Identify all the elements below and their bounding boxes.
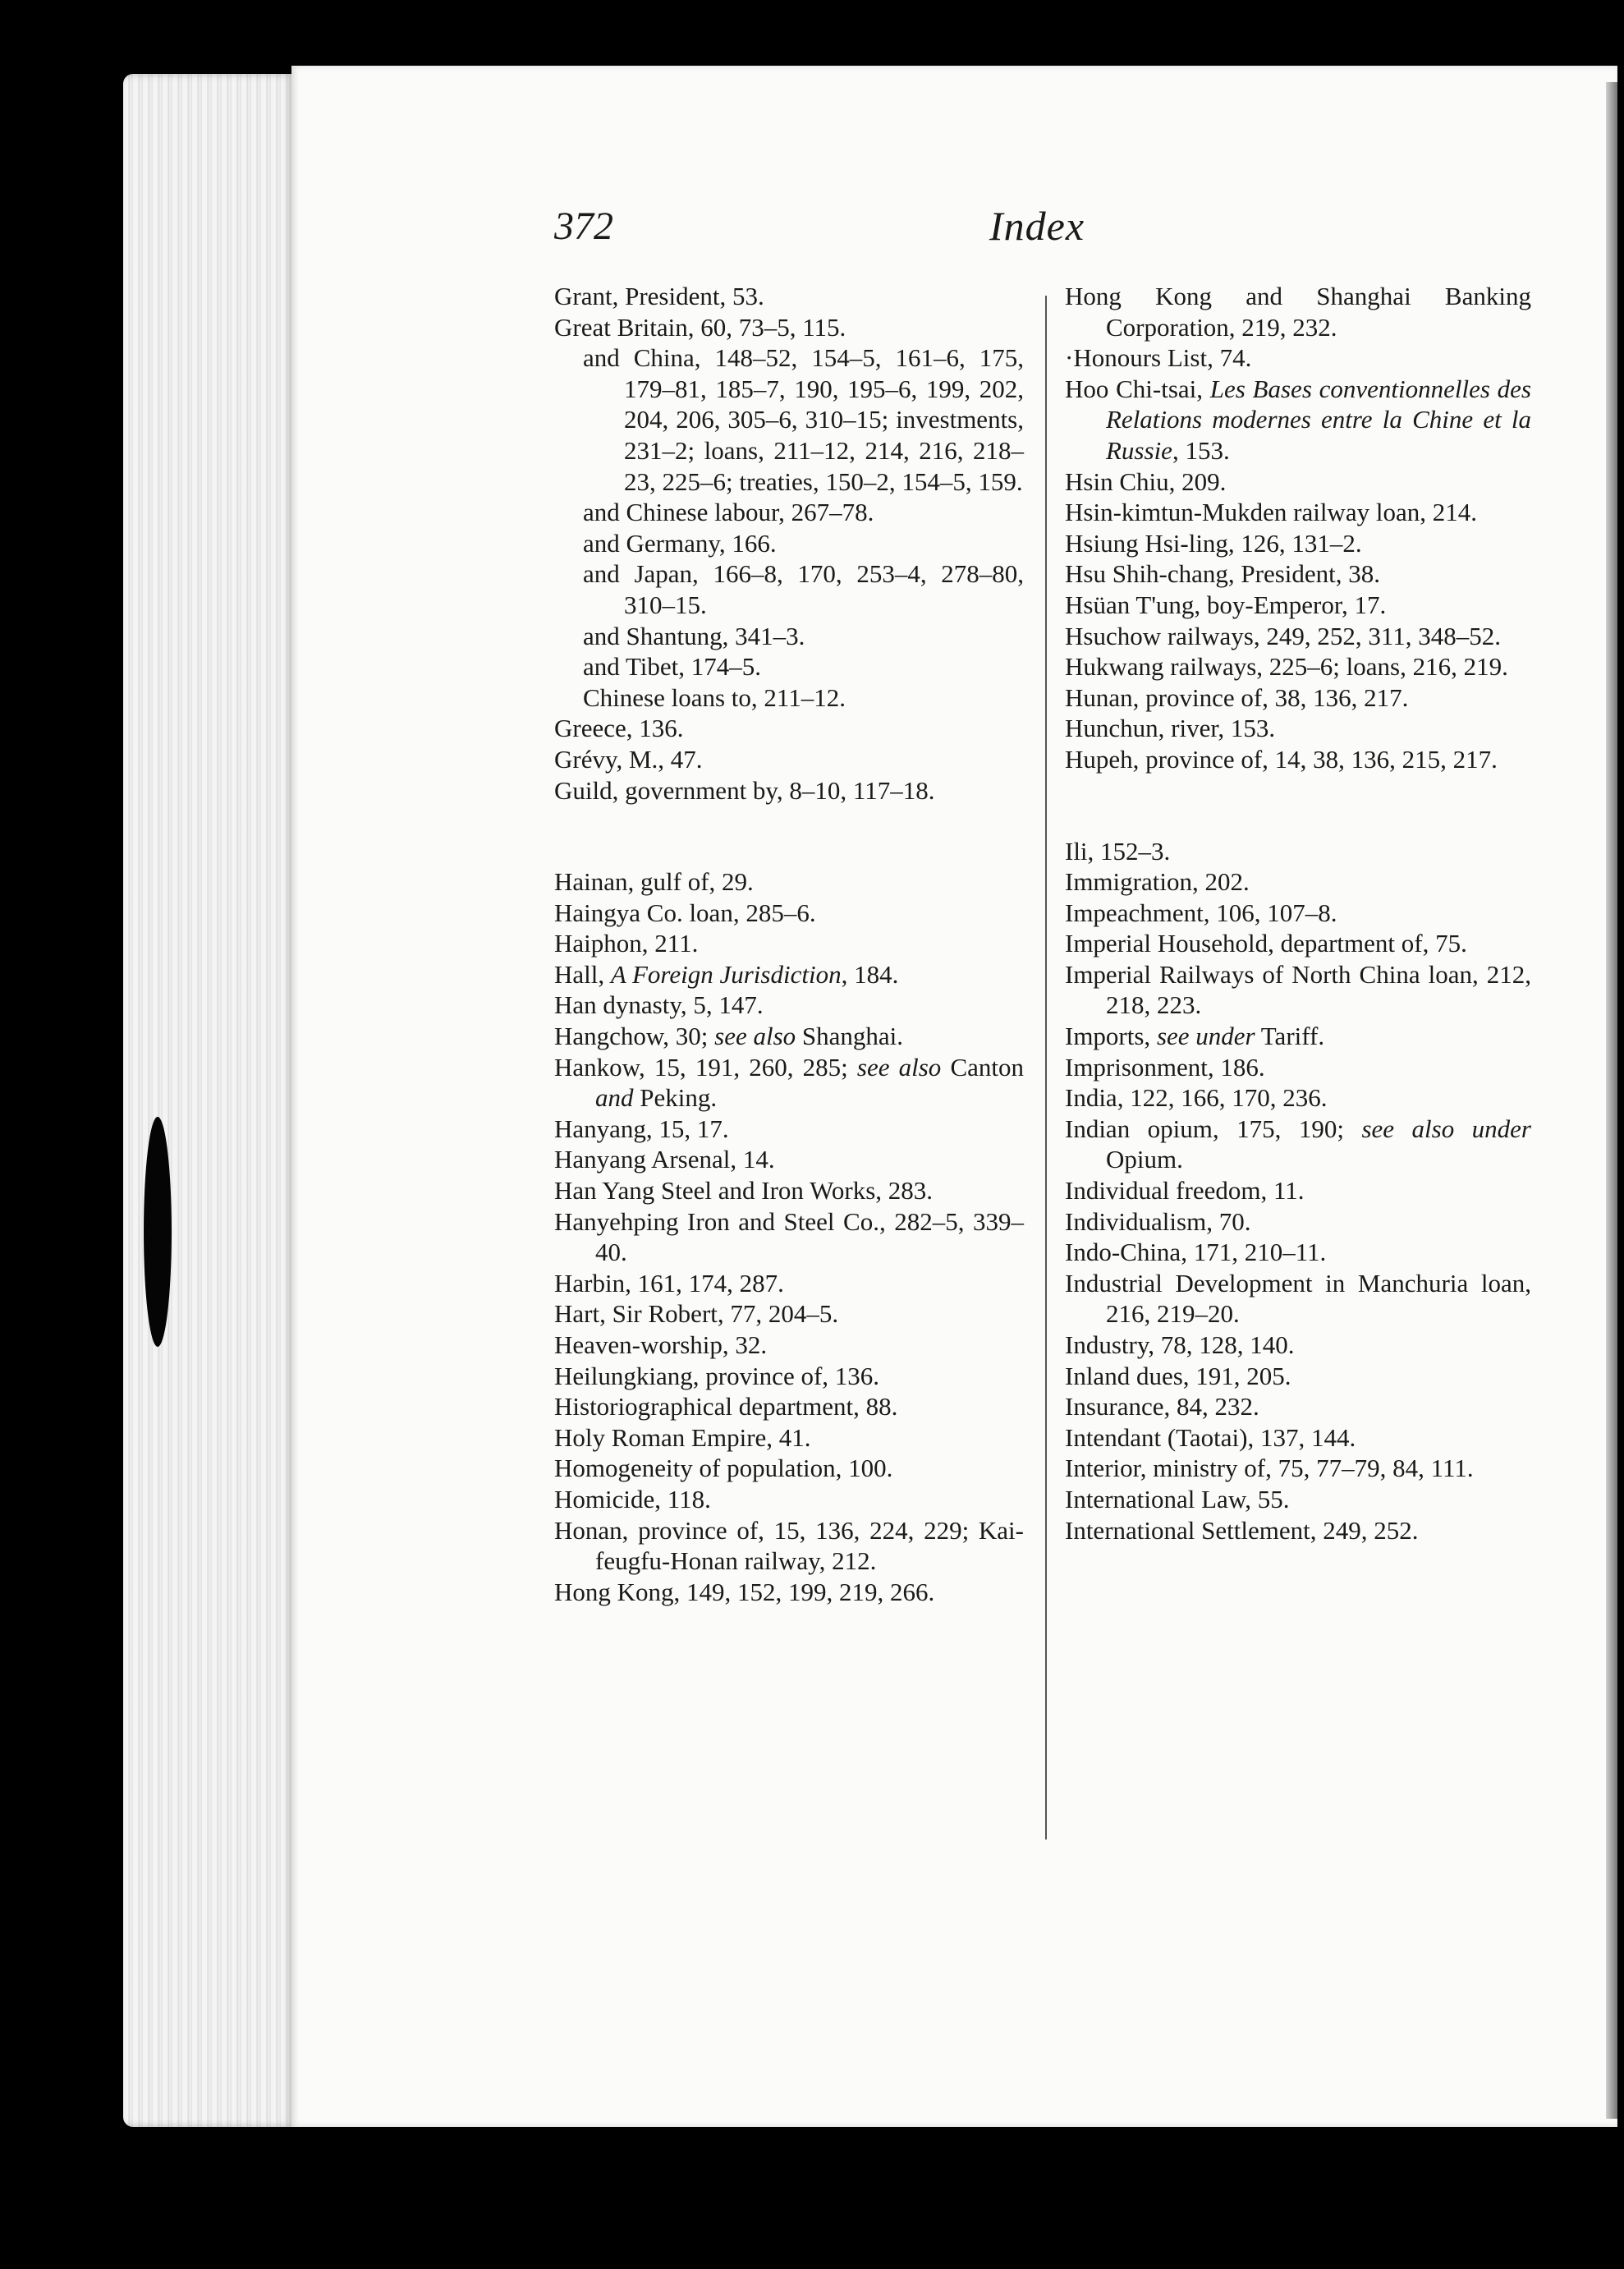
italic-text: A Foreign Jurisdiction [610,959,842,989]
index-subentry [554,528,1024,559]
index-entry [1065,1021,1531,1052]
index-subentry [554,682,1024,714]
entry-text: Shanghai. [796,1022,904,1051]
index-entry [1065,374,1531,466]
index-entry [554,1144,1024,1175]
entry-text: India, 122, 166, 170, 236. [1065,1083,1328,1113]
entry-text: Imprisonment, 186. [1065,1052,1265,1082]
index-entry [1065,1082,1531,1114]
entry-text: Heilungkiang, province of, 136. [554,1361,880,1390]
entry-text: Hupeh, province of, 14, 38, 136, 215, 217. [1065,744,1498,774]
entry-text: Imperial Household, department of, 75. [1065,929,1467,958]
entry-text: Peking. [633,1083,718,1113]
index-entry [1065,1052,1531,1083]
entry-text: Heaven-worship, 32. [554,1330,768,1359]
index-entry [554,775,1024,806]
page-number: 372 [554,204,613,248]
entry-text: Chinese loans to, 211–12. [583,682,846,712]
index-entry [1065,1361,1531,1392]
index-subentry [554,342,1024,497]
index-entry [554,1515,1024,1577]
entry-text: Guild, government by, 8–10, 117–18. [554,775,935,805]
index-entry [554,1114,1024,1145]
index-subentry [554,497,1024,528]
entry-text: Hukwang railways, 225–6; loans, 216, 219. [1065,652,1508,682]
entry-text: Hunan, province of, 38, 136, 217. [1065,682,1409,712]
index-entry [1065,1237,1531,1268]
index-entry [554,312,1024,343]
index-group-g [554,281,1024,806]
entry-text: International Settlement, 249, 252. [1065,1515,1419,1545]
entry-text: Homicide, 118. [554,1484,711,1513]
entry-text: Hoo Chi-tsai, [1065,374,1210,403]
index-entry [1065,1206,1531,1238]
index-subentry [554,558,1024,620]
index-entry [554,281,1024,312]
entry-text: Intendant (Taotai), 137, 144. [1065,1422,1356,1452]
entry-text: International Law, 55. [1065,1484,1290,1513]
entry-text: Hsiung Hsi-ling, 126, 131–2. [1065,528,1362,558]
entry-text: Hsüan T'ung, boy-Emperor, 17. [1065,590,1387,619]
index-entry [1065,558,1531,590]
index-subentry [554,651,1024,682]
entry-text: Great Britain, 60, 73–5, 115. [554,312,846,342]
index-entry [1065,1453,1531,1484]
index-entry [554,1052,1024,1114]
index-entry [1065,1484,1531,1515]
entry-text: Inland dues, 191, 205. [1065,1361,1291,1390]
entry-text: Harbin, 161, 174, 287. [554,1268,784,1298]
index-entry [1065,651,1531,682]
italic-text: Les Bases conventionnelles des Relations modernes entre la Chine et la Russie [1106,374,1531,465]
index-entry [554,898,1024,929]
entry-text: and Japan, 166–8, 170, 253–4, 278–80, 310–15. [583,559,1024,619]
index-entry [554,1453,1024,1484]
index-group-h-continued [1065,281,1531,775]
index-entry [1065,713,1531,744]
entry-text: Imports, [1065,1022,1157,1051]
index-entry [554,990,1024,1021]
entry-text: Homogeneity of population, 100. [554,1454,893,1483]
entry-text: Imperial Railways of North China loan, 212, 218, 223. [1065,959,1531,1020]
entry-text: Ili, 152–3. [1065,836,1171,866]
index-entry [554,1391,1024,1422]
index-entry [1065,682,1531,714]
entry-text: Tariff. [1255,1022,1325,1051]
entry-text: and Shantung, 341–3. [583,621,805,650]
entry-text: Industry, 78, 128, 140. [1065,1330,1295,1359]
index-entry [1065,1114,1531,1175]
italic-text: see also [856,1052,942,1082]
running-head: Index [989,203,1085,249]
index-entry [1065,528,1531,559]
index-subentry [554,621,1024,652]
index-entry [1065,744,1531,775]
index-entry [1065,1330,1531,1361]
binding-shadow [144,1117,172,1347]
index-entry [554,1298,1024,1330]
index-group-i [1065,836,1531,1546]
index-entry [554,959,1024,990]
entry-text: and Tibet, 174–5. [583,652,762,682]
entry-text: Canton [941,1052,1024,1082]
index-entry [1065,898,1531,929]
entry-text: and Germany, 166. [583,528,777,558]
index-entry [554,744,1024,775]
italic-text: see also [714,1022,796,1051]
index-entry [1065,342,1531,374]
index-entry [1065,928,1531,959]
index-entry [554,1422,1024,1454]
entry-text: Haiphon, 211. [554,929,699,958]
entry-text: Hsu Shih-chang, President, 38. [1065,559,1381,589]
index-column-right [1065,281,1531,1546]
index-entry [1065,466,1531,498]
entry-text: Greece, 136. [554,714,684,743]
index-entry [1065,836,1531,867]
entry-text: Hsin-kimtun-Mukden railway loan, 214. [1065,498,1477,527]
index-entry [554,1175,1024,1206]
index-entry [554,1206,1024,1268]
entry-text: Hainan, gulf of, 29. [554,867,754,897]
index-entry [554,866,1024,898]
page-header [554,204,1112,261]
index-entry [1065,1268,1531,1330]
index-entry [1065,281,1531,342]
entry-text: Honan, province of, 15, 136, 224, 229; Kai-feugfu-Honan railway, 212. [554,1515,1024,1576]
index-entry [554,1577,1024,1608]
entry-text: Interior, ministry of, 75, 77–79, 84, 111. [1065,1454,1474,1483]
entry-text: , 153. [1172,435,1230,465]
entry-text: Hanyang, 15, 17. [554,1114,729,1143]
group-gap [554,806,1024,866]
entry-text: Individual freedom, 11. [1065,1176,1305,1206]
index-entry [554,1484,1024,1515]
index-entry [1065,1175,1531,1206]
index-entry [554,1268,1024,1299]
entry-text: ·Honours List, 74. [1065,343,1252,373]
index-entry [1065,590,1531,621]
entry-text: Indian opium, 175, 190; [1065,1114,1362,1143]
index-entry [1065,866,1531,898]
column-rule [1045,296,1047,1840]
entry-text: , 184. [841,959,899,989]
entry-text: Individualism, 70. [1065,1206,1251,1236]
index-entry [554,928,1024,959]
entry-text: and Chinese labour, 267–78. [583,498,874,527]
entry-text: Grant, President, 53. [554,282,764,310]
index-entry [554,713,1024,744]
book-page-edges [123,74,296,2127]
index-entry [1065,497,1531,528]
index-entry [1065,1515,1531,1546]
entry-text: Opium. [1106,1145,1183,1174]
italic-text: see under [1156,1022,1255,1051]
entry-text: Insurance, 84, 232. [1065,1392,1259,1422]
entry-text: Holy Roman Empire, 41. [554,1422,811,1452]
entry-text: Han Yang Steel and Iron Works, 283. [554,1176,934,1206]
index-entry [554,1361,1024,1392]
entry-text: Industrial Development in Manchuria loan, 216, 219–20. [1065,1268,1531,1329]
entry-text: Hanyehping Iron and Steel Co., 282–5, 339–40. [554,1206,1024,1267]
entry-text: Han dynasty, 5, 147. [554,990,764,1020]
index-entry [554,1330,1024,1361]
entry-text: Hunchun, river, 153. [1065,714,1276,743]
entry-text: Hangchow, 30; [554,1022,715,1051]
entry-text: Immigration, 202. [1065,867,1250,897]
entry-text: Hall, [554,959,611,989]
index-entry [1065,1391,1531,1422]
index-column-left [554,281,1024,1607]
group-gap [1065,775,1531,836]
index-entry [554,1021,1024,1052]
entry-text: Hart, Sir Robert, 77, 204–5. [554,1299,839,1329]
index-entry [1065,621,1531,652]
entry-text: Historiographical department, 88. [554,1392,898,1422]
entry-text: Hong Kong and Shanghai Banking Corporation, 219, 232. [1065,282,1531,342]
italic-text: and [595,1083,634,1113]
entry-text: Hong Kong, 149, 152, 199, 219, 266. [554,1577,935,1606]
entry-text: Hankow, 15, 191, 260, 285; [554,1052,857,1082]
entry-text: and China, 148–52, 154–5, 161–6, 175, 179–81, 185–7, 190, 195–6, 199, 202, 204, 206, 305–6, 310–15; investments, 231–2; loans, 211–12, 214, 216, 218–23, 225–6; treaties, 150–2, 154–5, 159. [583,343,1024,496]
entry-text: Grévy, M., 47. [554,744,703,774]
entry-text: Hsin Chiu, 209. [1065,466,1227,496]
entry-text: Impeachment, 106, 107–8. [1065,898,1337,927]
entry-text: Indo-China, 171, 210–11. [1065,1238,1327,1267]
entry-text: Hanyang Arsenal, 14. [554,1145,775,1174]
index-entry [1065,1422,1531,1454]
index-group-h [554,866,1024,1607]
italic-text: see also under [1361,1114,1531,1143]
index-entry [1065,959,1531,1021]
entry-text: Hsuchow railways, 249, 252, 311, 348–52. [1065,621,1501,650]
entry-text: Haingya Co. loan, 285–6. [554,898,816,927]
